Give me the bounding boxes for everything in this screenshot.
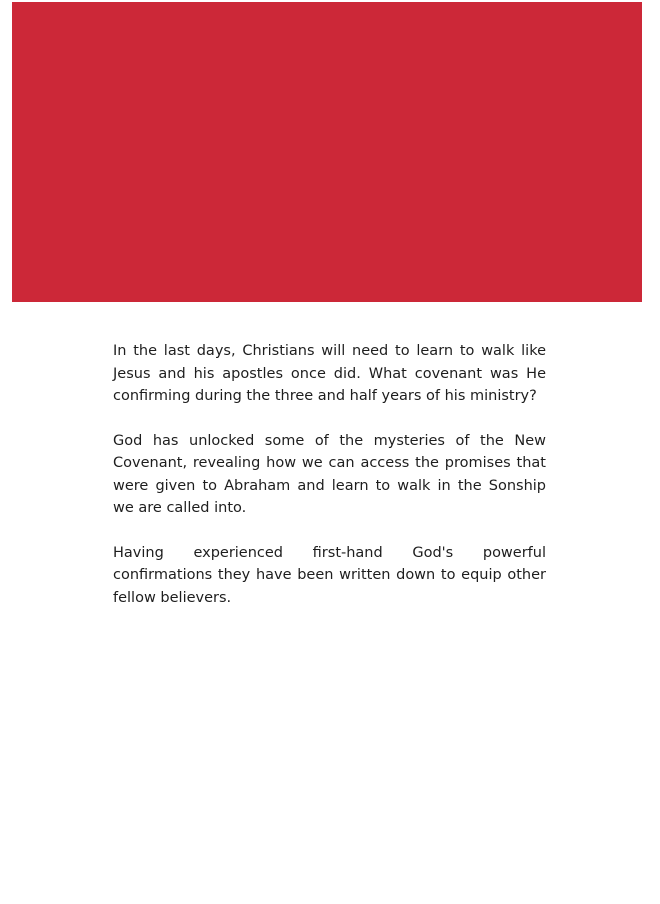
blurb-paragraph-2: God has unlocked some of the mysteries of the New Covenant, revealing how we can access the promises that were given to Abraham and learn to walk in the Sonship we are called into. [113,432,546,516]
red-cover-banner [12,2,642,302]
back-cover-blurb [113,340,546,631]
blurb-paragraph-1: In the last days, Christians will need to learn to walk like Jesus and his apostles once did. What covenant was He confirming during the three and half years of his ministry? [113,343,546,404]
blurb-paragraph-3: Having experienced first-hand God's powerful confirmations they have been written down to equip other fellow believers. [113,544,546,606]
